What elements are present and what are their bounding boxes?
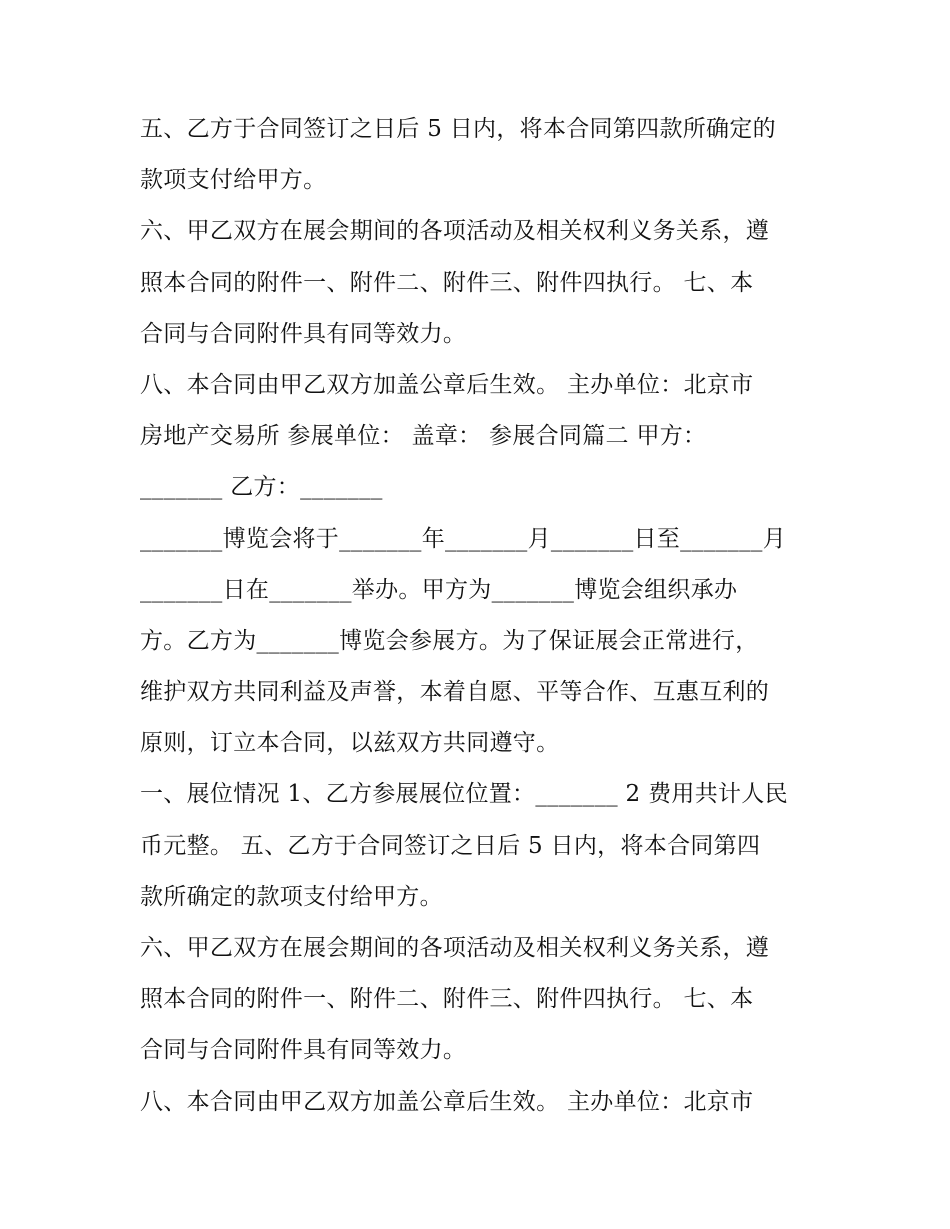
text-line: 合同与合同附件具有同等效力。	[140, 320, 467, 347]
text-line: _______ 乙方：_______	[140, 474, 383, 501]
text-line: 八、本合同由甲乙双方加盖公章后生效。 主办单位：北京市	[140, 1088, 754, 1115]
text-line: _______日在_______举办。甲方为_______博览会组织承办	[140, 576, 738, 603]
text-line: 房地产交易所 参展单位： 盖章： 参展合同篇二 甲方：	[140, 423, 707, 450]
text-line: 维护双方共同利益及声誉，本着自愿、平等合作、互惠互利的	[140, 679, 770, 706]
document-body	[140, 104, 820, 1128]
text-line: 照本合同的附件一、附件二、附件三、附件四执行。 七、本	[140, 986, 754, 1013]
text-line: 六、甲乙双方在展会期间的各项活动及相关权利义务关系，遵	[140, 218, 770, 245]
text-line: 一、展位情况 1、乙方参展展位位置：_______ 2 费用共计人民	[140, 781, 788, 808]
text-line: 原则，订立本合同，以兹双方共同遵守。	[140, 730, 560, 757]
text-line: _______博览会将于_______年_______月_______日至_______月	[140, 525, 786, 552]
text-line: 八、本合同由甲乙双方加盖公章后生效。 主办单位：北京市	[140, 371, 754, 398]
text-line: 币元整。 五、乙方于合同签订之日后 5 日内，将本合同第四	[140, 832, 761, 859]
text-line: 六、甲乙双方在展会期间的各项活动及相关权利义务关系，遵	[140, 935, 770, 961]
text-line: 款项支付给甲方。	[140, 167, 327, 194]
text-line: 照本合同的附件一、附件二、附件三、附件四执行。 七、本	[140, 269, 754, 296]
text-line: 合同与合同附件具有同等效力。	[140, 1037, 467, 1064]
text-line: 方。乙方为_______博览会参展方。为了保证展会正常进行，	[140, 627, 759, 654]
text-line: 款所确定的款项支付给甲方。	[140, 883, 443, 910]
text-line: 五、乙方于合同签订之日后 5 日内，将本合同第四款所确定的	[140, 116, 776, 142]
